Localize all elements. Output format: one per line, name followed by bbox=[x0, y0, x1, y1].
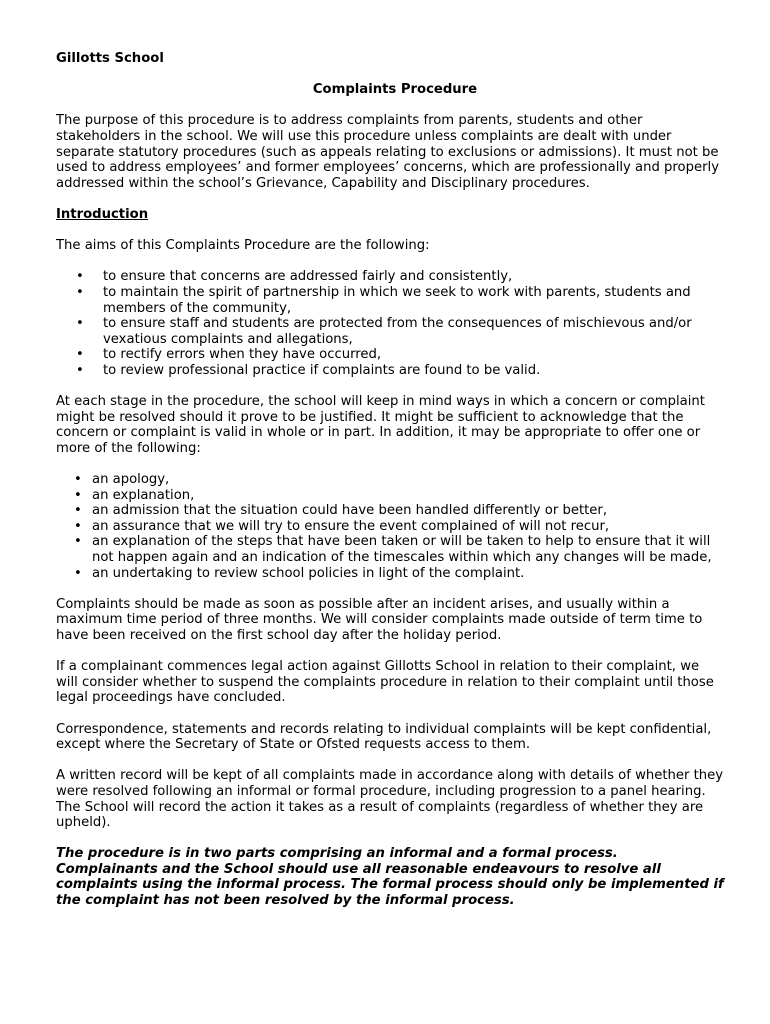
aims-lead-paragraph: The aims of this Complaints Procedure are the following: bbox=[56, 238, 430, 254]
list-item bbox=[56, 347, 724, 363]
list-item-text: to ensure staff and students are protected from the consequences of mischievous and/or vexatious complaints and allegations, bbox=[103, 316, 692, 347]
bullet-icon: • bbox=[76, 284, 84, 300]
list-item-text: to ensure that concerns are addressed fairly and consistently, bbox=[103, 269, 513, 285]
purpose-paragraph: The purpose of this procedure is to address complaints from parents, students and other stakeholders in the school. We will use this procedure unless complaints are dealt with under separate statutory procedures (such as appeals relating to exclusions or admissions). It must not be used to address employees’ and former employees’ concerns, which are professionally and properly addressed within the school’s Grievance, Capability and Disciplinary procedures. bbox=[56, 113, 719, 191]
bullet-icon: • bbox=[74, 487, 82, 503]
list-item-text: an apology, bbox=[92, 472, 170, 488]
process-note-paragraph: The procedure is in two parts comprising an informal and a formal process. Complainants and the School should use all reasonable endeavours to resolve all complaints using the informal process. The formal process should only be implemented if the complaint has not been resolved by the informal process. bbox=[56, 846, 724, 909]
list-item-text: to rectify errors when they have occurred, bbox=[103, 347, 382, 363]
list-item bbox=[56, 503, 724, 519]
document-page bbox=[56, 51, 724, 909]
list-item-text: to review professional practice if complaints are found to be valid. bbox=[103, 362, 541, 378]
list-item bbox=[56, 488, 724, 504]
introduction-heading: Introduction bbox=[56, 206, 149, 222]
list-item bbox=[56, 316, 724, 347]
responses-list bbox=[56, 472, 724, 581]
resolution-lead-paragraph: At each stage in the procedure, the school will keep in mind ways in which a concern or complaint might be resolved should it prove to be justified. It might be sufficient to acknowledge that the concern or complaint is valid in whole or in part. In addition, it may be appropriate to offer one or more of the following: bbox=[56, 394, 705, 456]
list-item-text: to maintain the spirit of partnership in which we seek to work with parents, students and members of the community, bbox=[103, 284, 691, 316]
list-item bbox=[56, 519, 724, 535]
list-item-text: an assurance that we will try to ensure the event complained of will not recur, bbox=[92, 518, 610, 534]
bullet-icon: • bbox=[74, 503, 82, 519]
bullet-icon: • bbox=[76, 316, 84, 332]
document-title: Complaints Procedure bbox=[312, 82, 478, 98]
confidentiality-paragraph: Correspondence, statements and records relating to individual complaints will be kept confidential, except where the Secretary of State or Ofsted requests access to them. bbox=[56, 721, 712, 753]
school-name: Gillotts School bbox=[56, 51, 164, 66]
list-item-text: an admission that the situation could have been handled differently or better, bbox=[92, 503, 608, 519]
list-item bbox=[56, 566, 724, 582]
list-item bbox=[56, 285, 724, 316]
bullet-icon: • bbox=[76, 347, 84, 363]
bullet-icon: • bbox=[74, 565, 82, 581]
aims-list bbox=[56, 269, 724, 378]
timing-paragraph: Complaints should be made as soon as possible after an incident arises, and usually within a maximum time period of three months. We will consider complaints made outside of term time to have been received on the first school day after the holiday period. bbox=[56, 596, 703, 643]
bullet-icon: • bbox=[74, 534, 82, 550]
list-item-text: an explanation of the steps that have been taken or will be taken to help to ensure that it will not happen again and an indication of the timescales within which any changes will be made, bbox=[92, 534, 712, 565]
list-item bbox=[56, 534, 724, 565]
bullet-icon: • bbox=[74, 472, 82, 488]
list-item bbox=[56, 363, 724, 379]
bullet-icon: • bbox=[76, 269, 84, 285]
bullet-icon: • bbox=[76, 362, 84, 378]
list-item-text: an undertaking to review school policies in light of the complaint. bbox=[92, 565, 525, 581]
bullet-icon: • bbox=[74, 518, 82, 534]
list-item-text: an explanation, bbox=[92, 487, 195, 503]
legal-action-paragraph: If a complainant commences legal action against Gillotts School in relation to their complaint, we will consider whether to suspend the complaints procedure in relation to their complaint until those legal proceedings have concluded. bbox=[56, 659, 714, 706]
list-item bbox=[56, 472, 724, 488]
list-item bbox=[56, 269, 724, 285]
records-paragraph: A written record will be kept of all complaints made in accordance along with details of whether they were resolved following an informal or formal procedure, including progression to a panel hearing. The School will record the action it takes as a result of complaints (regardless of whether they are upheld). bbox=[56, 768, 724, 831]
